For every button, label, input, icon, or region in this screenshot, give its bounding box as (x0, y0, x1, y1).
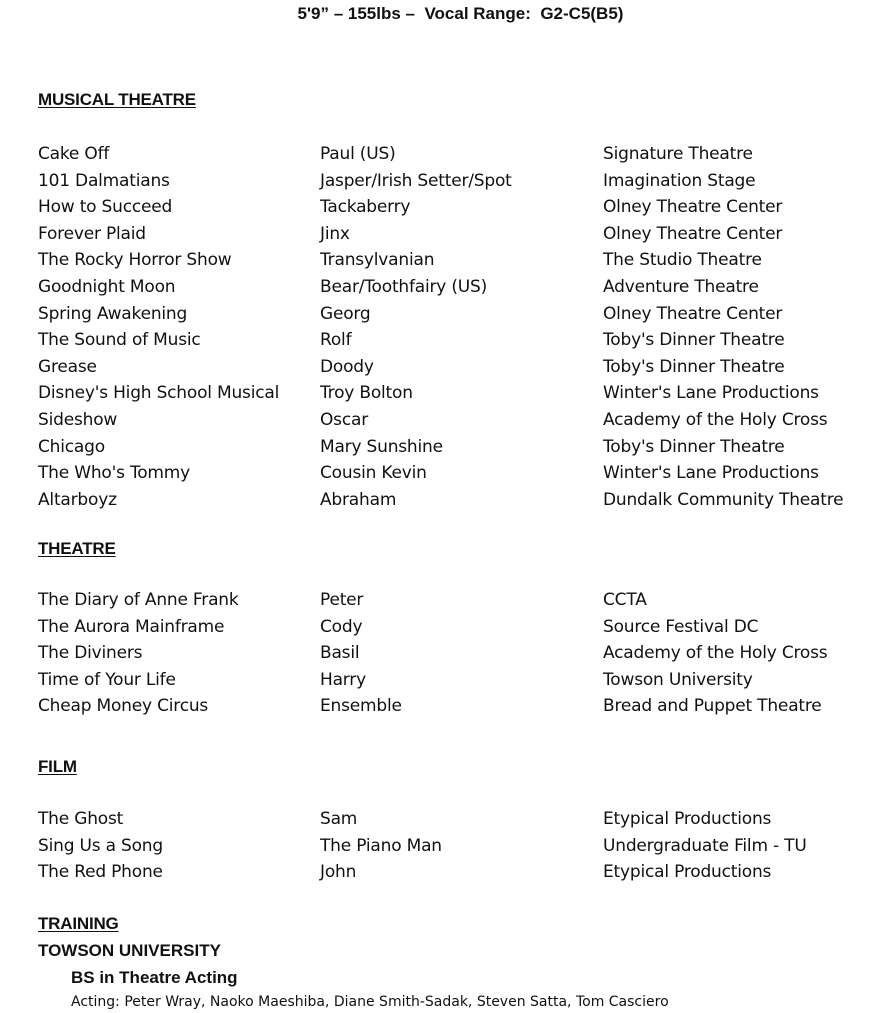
credit-company: Etypical Productions (603, 862, 772, 883)
credit-row (38, 380, 878, 407)
credit-company: Dundalk Community Theatre (603, 489, 844, 510)
section-title-training: TRAINING (38, 914, 119, 933)
credit-role: Basil (320, 643, 360, 664)
credit-company: CCTA (603, 590, 647, 610)
credit-role: Paul (US) (320, 144, 396, 164)
credit-row (38, 640, 878, 667)
credit-row (38, 614, 878, 641)
credit-row (38, 301, 878, 328)
credit-show: Sideshow (38, 409, 118, 430)
credit-row (38, 221, 878, 248)
credit-row (38, 168, 878, 195)
credit-show: Sing Us a Song (38, 835, 163, 856)
credit-show: Goodnight Moon (38, 276, 176, 297)
credit-company: Source Festival DC (603, 616, 759, 637)
credit-show: Disney's High School Musical (38, 383, 280, 404)
credit-row (38, 460, 878, 487)
credit-show: Time of Your Life (38, 669, 176, 690)
credit-role: Cousin Kevin (320, 463, 427, 484)
section-title-film: FILM (38, 757, 77, 776)
film-list (38, 806, 878, 886)
training-school: TOWSON UNIVERSITY (38, 941, 221, 960)
credit-show: 101 Dalmatians (38, 170, 170, 191)
credit-company: The Studio Theatre (603, 250, 762, 271)
credit-show: Spring Awakening (38, 303, 188, 324)
credit-row (38, 587, 878, 614)
credit-company: Adventure Theatre (603, 276, 759, 297)
credit-show: The Red Phone (38, 862, 163, 883)
credit-show: The Rocky Horror Show (38, 250, 232, 271)
credit-row (38, 859, 878, 886)
credit-role: John (320, 862, 357, 883)
credit-row (38, 667, 878, 694)
credit-row (38, 487, 878, 514)
credit-show: How to Succeed (38, 197, 173, 218)
credit-role: Bear/Toothfairy (US) (320, 276, 488, 297)
credit-role: Tackaberry (320, 197, 411, 218)
credit-row (38, 693, 878, 720)
credit-company: Winter's Lane Productions (603, 463, 819, 484)
credit-row (38, 247, 878, 274)
credit-company: Towson University (603, 669, 753, 690)
credit-company: Toby's Dinner Theatre (603, 356, 785, 377)
credit-show: The Who's Tommy (38, 463, 191, 484)
credit-row (38, 833, 878, 860)
credit-role: Jasper/Irish Setter/Spot (320, 170, 512, 191)
resume-header-stats: 5'9” – 155lbs – Vocal Range: G2-C5(B5) (297, 4, 624, 23)
credit-show: Grease (38, 356, 97, 377)
credit-company: Academy of the Holy Cross (603, 409, 828, 430)
section-title-musical-theatre: MUSICAL THEATRE (38, 90, 196, 109)
credit-company: Imagination Stage (603, 170, 756, 191)
credit-role: Doody (320, 356, 374, 377)
credit-row (38, 434, 878, 461)
training-degree: BS in Theatre Acting (71, 968, 238, 987)
credit-company: Olney Theatre Center (603, 303, 783, 324)
credit-role: Peter (320, 590, 364, 610)
musical-theatre-list (38, 141, 878, 513)
credit-show: The Diary of Anne Frank (38, 590, 239, 610)
credit-show: Cheap Money Circus (38, 696, 209, 717)
credit-role: Troy Bolton (320, 383, 413, 404)
credit-show: The Ghost (38, 809, 124, 829)
credit-role: Georg (320, 303, 371, 324)
credit-company: Academy of the Holy Cross (603, 643, 828, 664)
credit-role: Ensemble (320, 696, 402, 717)
credit-role: Jinx (320, 223, 350, 244)
credit-show: The Aurora Mainframe (38, 616, 225, 637)
credit-role: Transylvanian (320, 250, 435, 271)
credit-role: Cody (320, 616, 363, 637)
credit-row (38, 327, 878, 354)
credit-company: Olney Theatre Center (603, 197, 783, 218)
credit-company: Undergraduate Film - TU (603, 835, 807, 856)
training-acting-teachers: Acting: Peter Wray, Naoko Maeshiba, Diane Smith-Sadak, Steven Satta, Tom Casciero (71, 994, 669, 1010)
credit-role: Mary Sunshine (320, 436, 443, 457)
credit-role: Abraham (320, 489, 397, 510)
credit-show: The Diviners (38, 643, 143, 664)
credit-row (38, 274, 878, 301)
credit-show: Altarboyz (38, 489, 117, 510)
credit-role: Oscar (320, 409, 368, 430)
credit-row (38, 194, 878, 221)
credit-company: Toby's Dinner Theatre (603, 436, 785, 457)
credit-company: Winter's Lane Productions (603, 383, 819, 404)
credit-row (38, 354, 878, 381)
credit-company: Olney Theatre Center (603, 223, 783, 244)
credit-company: Etypical Productions (603, 809, 772, 829)
credit-company: Bread and Puppet Theatre (603, 696, 822, 717)
credit-role: The Piano Man (320, 835, 442, 856)
credit-row (38, 141, 878, 168)
credit-show: Forever Plaid (38, 223, 146, 244)
credit-role: Rolf (320, 330, 352, 351)
credit-row (38, 407, 878, 434)
theatre-list (38, 587, 878, 720)
credit-row (38, 806, 878, 833)
credit-role: Sam (320, 809, 358, 829)
credit-company: Signature Theatre (603, 144, 753, 164)
credit-show: Chicago (38, 436, 105, 457)
credit-company: Toby's Dinner Theatre (603, 330, 785, 351)
credit-role: Harry (320, 669, 366, 690)
section-title-theatre: THEATRE (38, 539, 116, 558)
credit-show: Cake Off (38, 144, 110, 164)
credit-show: The Sound of Music (38, 330, 201, 351)
